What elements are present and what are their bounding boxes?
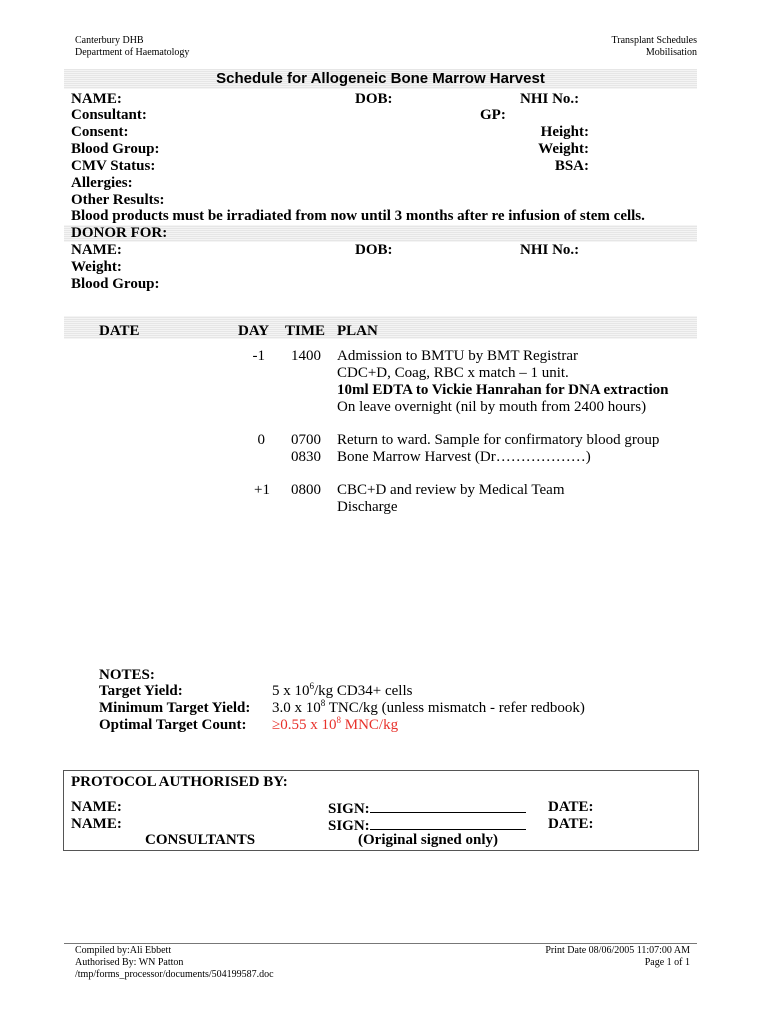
header-dept: Department of Haematology (75, 47, 190, 58)
allergies-label: Allergies: (71, 175, 133, 191)
col-plan: PLAN (337, 323, 378, 339)
target-yield-label: Target Yield: (99, 683, 183, 699)
row-plan: Bone Marrow Harvest (Dr………………) (337, 449, 591, 465)
footer-path: /tmp/forms_processor/documents/504199587.doc (75, 969, 274, 980)
footer-page: Page 1 of 1 (644, 957, 690, 968)
consultants-label: CONSULTANTS (145, 832, 256, 848)
row-time: 0830 (291, 449, 321, 465)
row-time: 0700 (291, 432, 321, 448)
weight-label: Weight: (538, 141, 589, 157)
footer-authorised: Authorised By: WN Patton (75, 957, 184, 968)
row-plan: 10ml EDTA to Vickie Hanrahan for DNA extraction (337, 382, 669, 398)
row-plan: Discharge (337, 499, 398, 515)
row-day: 0 (257, 432, 265, 448)
protocol-name-2-label: NAME: (71, 816, 122, 832)
notes-heading: NOTES: (99, 667, 155, 683)
signature-line-2[interactable] (370, 816, 526, 830)
donor-blood-group-label: Blood Group: (71, 276, 160, 292)
footer-compiled: Compiled by:Ali Ebbett (75, 945, 172, 956)
row-time: 1400 (291, 348, 321, 364)
protocol-date-1-label: DATE: (548, 799, 594, 815)
protocol-date-2-label: DATE: (548, 816, 594, 832)
row-time: 0800 (291, 482, 321, 498)
protocol-sign-1: SIGN: (328, 799, 526, 818)
patient-name-label: NAME: (71, 91, 122, 107)
consent-label: Consent: (71, 124, 129, 140)
cmv-label: CMV Status: (71, 158, 156, 174)
header-right-2: Mobilisation (645, 47, 697, 58)
signature-line-1[interactable] (370, 799, 526, 813)
row-plan: Return to ward. Sample for confirmatory blood group (337, 432, 660, 448)
donor-weight-label: Weight: (71, 259, 122, 275)
optimal-target-count-label: Optimal Target Count: (99, 717, 247, 733)
row-plan: CBC+D and review by Medical Team (337, 482, 565, 498)
patient-dob-label: DOB: (355, 91, 393, 107)
consultant-label: Consultant: (71, 107, 147, 123)
min-target-yield-value: 3.0 x $10^8$ TNC/kg (unless mismatch - refer redbook) (272, 698, 585, 716)
optimal-target-count-value: ≥0.55 x $10^8$ MNC/kg (272, 715, 399, 733)
col-time: TIME (285, 323, 326, 339)
bsa-label: BSA: (554, 158, 589, 174)
header-right-1: Transplant Schedules (611, 35, 697, 46)
footer-divider (64, 943, 697, 944)
protocol-heading: PROTOCOL AUTHORISED BY: (71, 774, 288, 790)
col-date: DATE (99, 323, 140, 339)
irradiation-note: Blood products must be irradiated from now until 3 months after re infusion of stem cells. (71, 208, 645, 224)
patient-nhi-label: NHI No.: (520, 91, 580, 107)
min-target-yield-label: Minimum Target Yield: (99, 700, 251, 716)
protocol-sign-2: SIGN: (328, 816, 526, 835)
gp-label: GP: (480, 107, 506, 123)
original-signed-note: (Original signed only) (358, 832, 499, 848)
donor-nhi-label: NHI No.: (520, 242, 580, 258)
footer-print-date: Print Date 08/06/2005 11:07:00 AM (545, 945, 690, 956)
other-results-label: Other Results: (71, 192, 165, 208)
row-plan: Admission to BMTU by BMT Registrar (337, 348, 578, 364)
donor-dob-label: DOB: (355, 242, 393, 258)
target-yield-value: 5 x $10^6/kg$ CD34+ cells (272, 681, 413, 699)
row-day: +1 (254, 482, 270, 498)
schedule-header-bar (64, 316, 697, 339)
header-org: Canterbury DHB (75, 35, 144, 46)
donor-heading: DONOR FOR: (71, 225, 168, 241)
col-day: DAY (238, 323, 270, 339)
height-label: Height: (540, 124, 589, 140)
donor-name-label: NAME: (71, 242, 122, 258)
page-title: Schedule for Allogeneic Bone Marrow Harvest (216, 70, 545, 87)
row-plan: On leave overnight (nil by mouth from 2400 hours) (337, 399, 647, 415)
protocol-name-1-label: NAME: (71, 799, 122, 815)
row-day: -1 (252, 348, 265, 364)
row-plan: CDC+D, Coag, RBC x match – 1 unit. (337, 365, 569, 381)
blood-group-label: Blood Group: (71, 141, 160, 157)
